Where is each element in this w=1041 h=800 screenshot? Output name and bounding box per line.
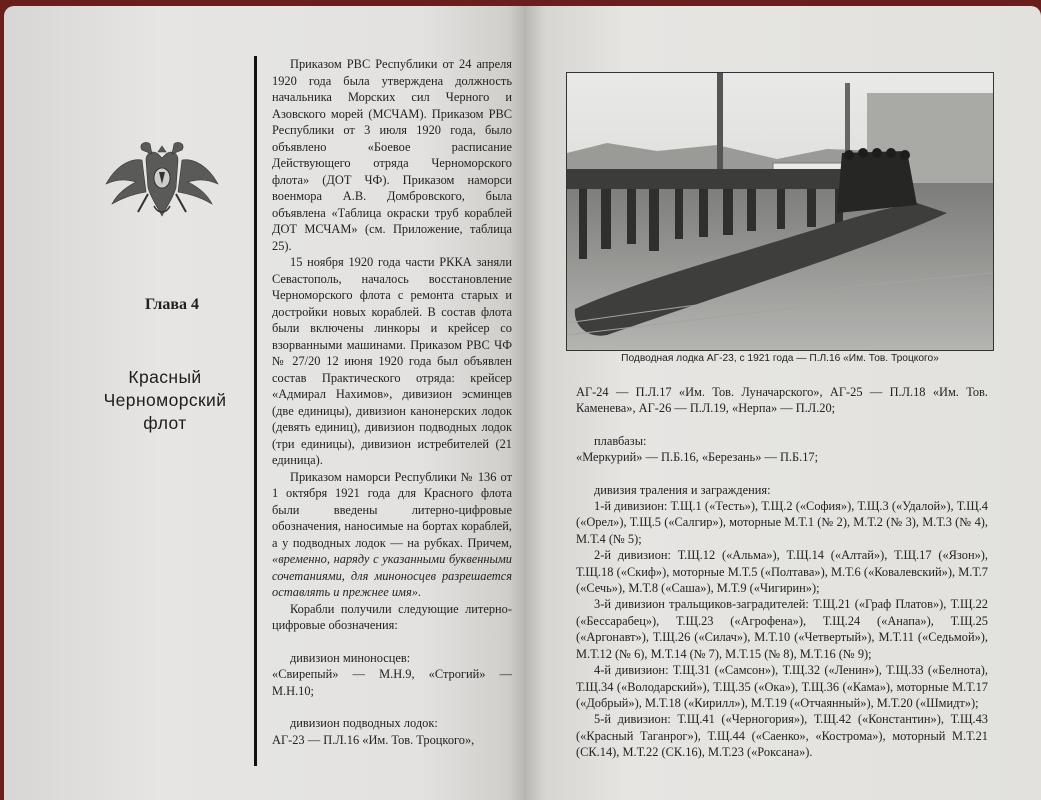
chapter-title-line: флот xyxy=(143,413,187,433)
list-text: «Меркурий» — П.Б.16, «Березань» — П.Б.17; xyxy=(576,450,819,465)
division-paragraph: 3-й дивизион тральщиков-заградителей: Т.Щ.21 («Граф Платов»), Т.Щ.22 («Бессарабец»), Т.Щ.23 («Агрофена»), Т.Щ.24 («Анапа»), Т.Щ.25 («Аргонавт»), Т.Щ.26 («Силач»), М.Т.10 («Четвертый»), М.Т.11 («Седьмой»), М.Т.12 (№ 6), М.Т.14 (№ 7), М.Т.15 (№ 8), М.Т.16 (№ 9); xyxy=(576,597,988,661)
division-paragraph: 4-й дивизион: Т.Щ.31 («Самсон»), Т.Щ.32 («Ленин»), Т.Щ.33 («Белнота), Т.Щ.34 («Володарский»), Т.Щ.35 («Ока»), Т.Щ.36 («Кама»), моторные М.Т.17 («Добрый»), М.Т.18 («Кирилл»), М.Т.19 («Отчаянный»), М.Т.20 («Шмидт»); xyxy=(576,663,988,710)
vertical-rule xyxy=(254,56,257,766)
section-heading: плавбазы: xyxy=(594,433,647,448)
paragraph: Приказом РВС Республики от 24 апреля 1920 года была утверждена должность начальника Морских сил Черного и Азовского морей (МСЧАМ). Приказом РВС Республики от 3 июля 1920 года, было объявлено «Боевое расписание Действующего отряда Черноморского флота» (ДОТ ЧФ). Приказом наморси военмора А.В. Домбровского, была объявлена «Таблица окраски труб кораблей ДОТ МСЧАМ» (см. Приложение, таблица 25). xyxy=(272,57,512,253)
list-text: АГ-23 — П.Л.16 «Им. Тов. Троцкого», xyxy=(272,732,475,747)
section-heading: дивизион подводных лодок: xyxy=(290,716,438,730)
submarine-photo xyxy=(566,72,994,351)
chapter-title-line: Черноморский xyxy=(103,390,227,410)
naval-eagle-emblem-icon xyxy=(102,138,222,222)
right-page xyxy=(524,6,1041,800)
division-paragraph: 2-й дивизион: Т.Щ.12 («Альма»), Т.Щ.14 («Алтай»), Т.Щ.17 («Язон»), Т.Щ.18 («Скиф»), моторные М.Т.5 («Полтава»), М.Т.6 («Ковалевский»), М.Т.7 («Сечь»), М.Т.8 («Саша»), М.Т.9 («Чигирин»); xyxy=(576,548,988,596)
list-text: «Свирепый» — М.Н.9, «Строгий» — М.Н.10; xyxy=(272,667,512,698)
quote-text: «временно, наряду с указанными буквенными сочетаниями, для миноносцев разрешается оставлять и прежнее имя» xyxy=(272,552,512,599)
section-heading: дивизион миноносцев: xyxy=(290,650,411,665)
section-heading: дивизия траления и заграждения: xyxy=(594,482,771,497)
chapter-title xyxy=(76,366,254,435)
right-text-column xyxy=(576,384,988,761)
chapter-title-line: Красный xyxy=(128,367,202,387)
paragraph: Корабли получили следующие литерно-цифровые обозначения: xyxy=(272,601,512,632)
division-paragraph: 1-й дивизион: Т.Щ.1 («Тесть»), Т.Щ.2 («София»), Т.Щ.3 («Удалой»), Т.Щ.4 («Орел»), Т.Щ.5 («Салгир»), моторные М.Т.1 (№ 2), М.Т.2 (№ 3), М.Т.3 (№ 4), М.Т.4 (№ 5); xyxy=(576,499,988,546)
quote-end: . xyxy=(417,585,422,599)
division-paragraph: 5-й дивизион: Т.Щ.41 («Черногория»), Т.Щ.42 («Константин»), Т.Щ.43 («Красный Таганрог»), Т.Щ.44 («Саенко», «Кострома»), моторный М.Т.21 (СК.14), М.Т.22 (СК.16), М.Т.23 («Роксана»). xyxy=(576,712,988,760)
paragraph-text: Приказом наморси Республики № 136 от 1 октября 1921 года для Красного флота были введены литерно-цифровые обозначения, наносимые на бортах кораблей, а у подводных лодок — на рубках. Причем, xyxy=(272,469,512,550)
paragraph xyxy=(272,469,512,601)
photo-caption: Подводная лодка АГ-23, с 1921 года — П.Л.16 «Им. Тов. Троцкого» xyxy=(621,353,939,364)
photo-illustration xyxy=(567,73,993,350)
list-text: АГ-24 — П.Л.17 «Им. Тов. Луначарского», АГ-25 — П.Л.18 «Им. Тов. Каменева», АГ-26 — П.Л.19, «Нерпа» — П.Л.20; xyxy=(576,385,988,416)
chapter-number: Глава 4 xyxy=(145,296,199,313)
left-text-column xyxy=(272,56,512,748)
left-page xyxy=(4,6,524,800)
paragraph: 15 ноября 1920 года части РККА заняли Севастополь, началось восстановление Черноморского флота с ремонта старых и достройки новых кораблей. В состав флота были включены линкоры и крейсер со взорванными машинами. Приказом РВС ЧФ № 27/20 12 июня 1920 года был объявлен состав Практического отряда: крейсер «Адмирал Нахимов», дивизион эсминцев (две единицы), дивизион канонерских лодок (девять единиц), дивизион подводных лодок (три единицы), дивизион истребителей (21 единица). xyxy=(272,255,512,467)
